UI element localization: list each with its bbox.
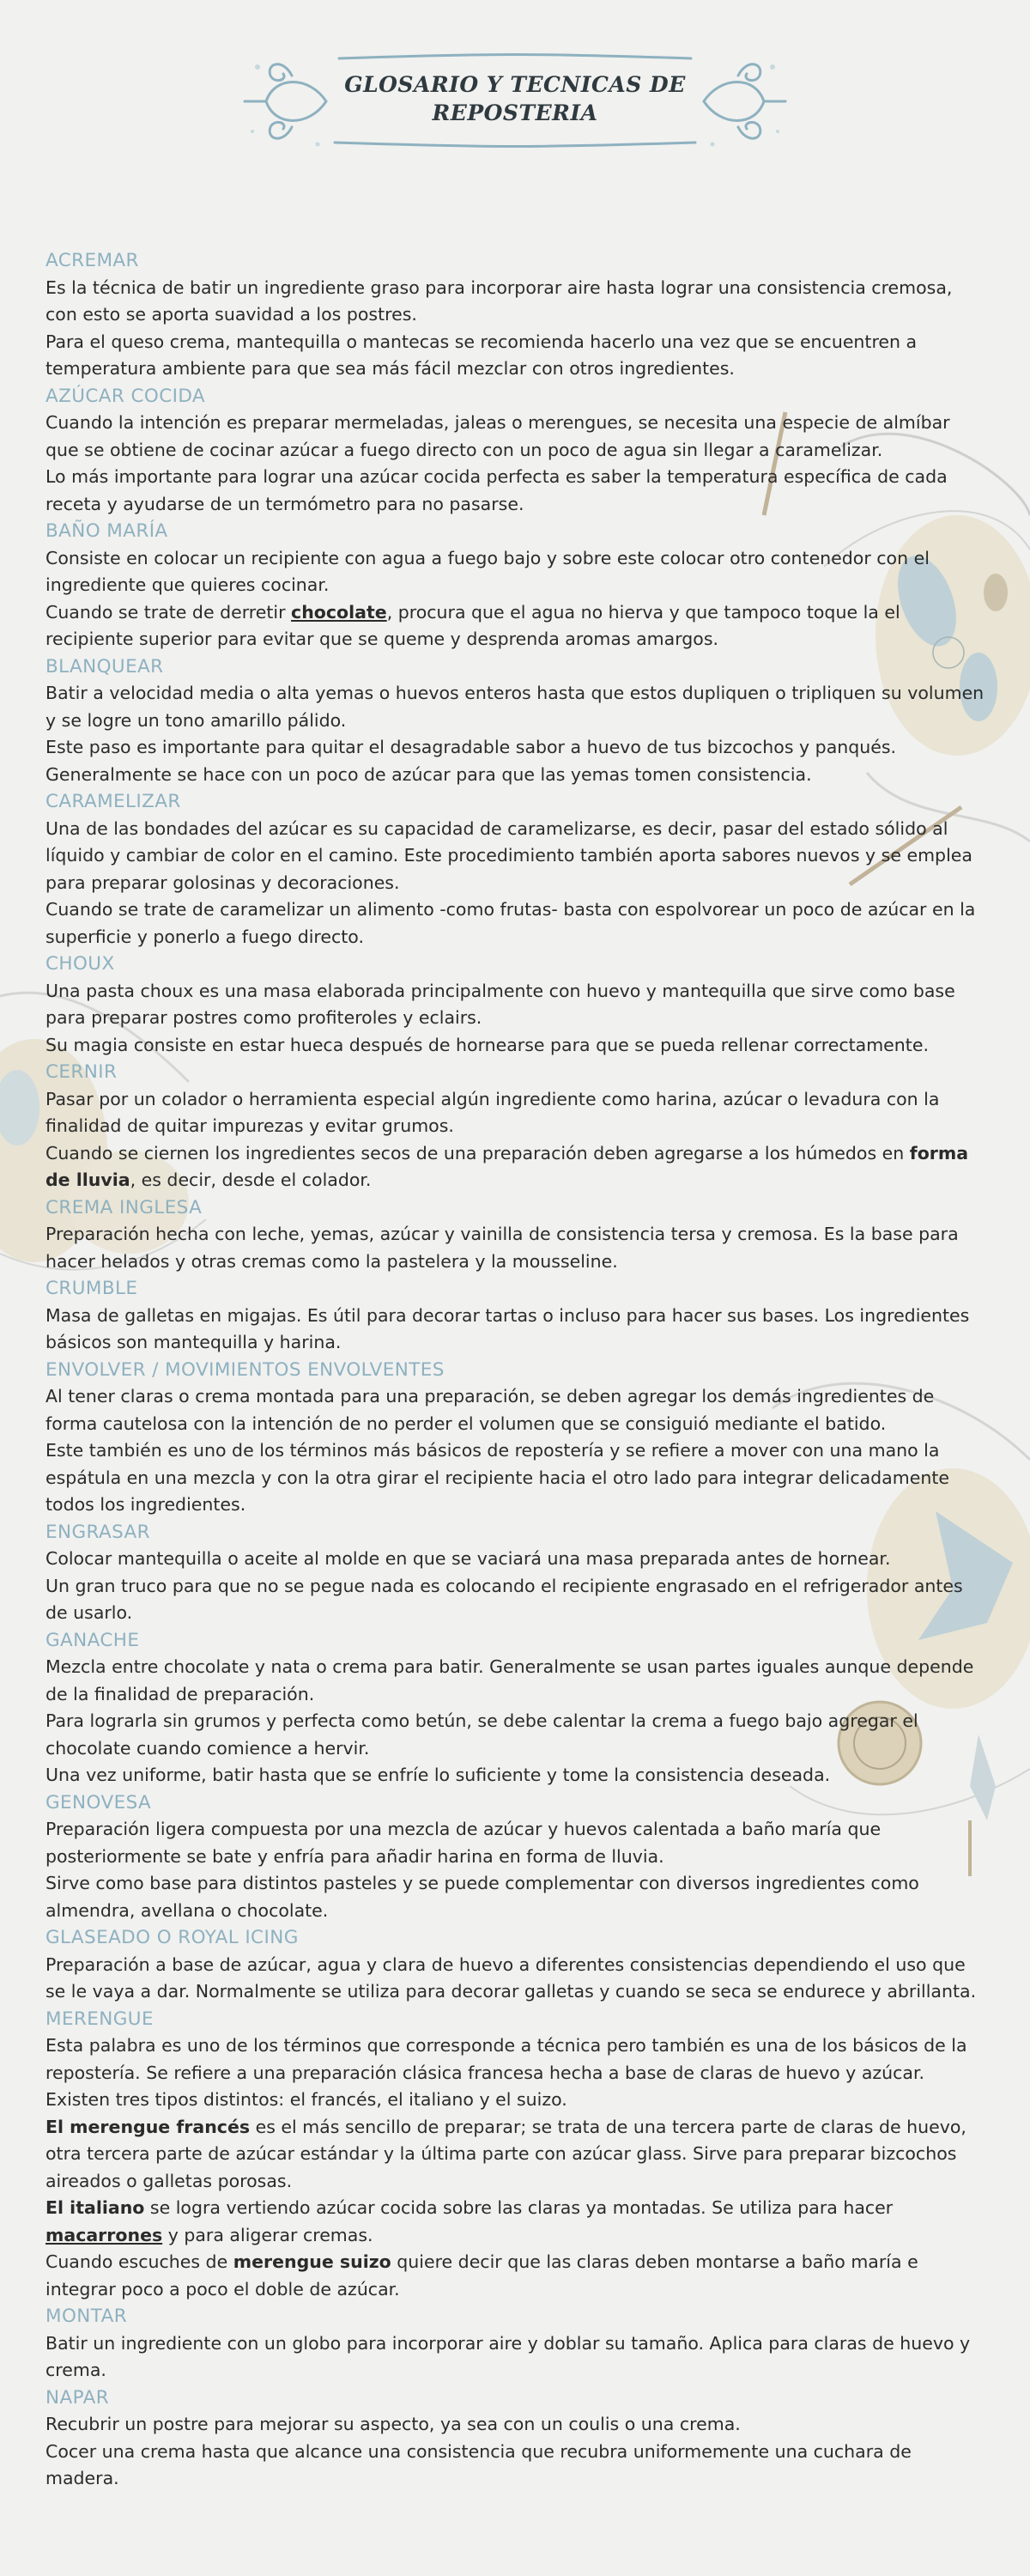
page-title bbox=[335, 70, 695, 127]
text-run: Es la técnica de batir un ingrediente graso para incorporar aire hasta lograr una consistencia cremosa, con esto se aporta suavidad a los postres. bbox=[45, 276, 953, 325]
title-line-1: GLOSARIO Y TECNICAS DE bbox=[344, 72, 686, 97]
glossary-entry bbox=[45, 1627, 985, 1789]
glossary-definition bbox=[45, 1140, 985, 1194]
glossary-definition bbox=[45, 410, 985, 464]
glossary-entry bbox=[45, 653, 985, 789]
glossary-definition bbox=[45, 2249, 985, 2303]
text-link[interactable]: macarrones bbox=[45, 2224, 163, 2245]
glossary-entry bbox=[45, 788, 985, 951]
glossary-entry bbox=[45, 1789, 985, 1925]
text-run: Cuando la intención es preparar mermeladas, jaleas o merengues, se necesita una especie de almíbar que se obtiene de cocinar azúcar a fuego directo con un poco de agua sin llegar a caramelizar. bbox=[45, 412, 950, 460]
glossary-definition bbox=[45, 1086, 985, 1140]
text-run: Esta palabra es uno de los términos que corresponde a técnica pero también es una de los básicos de la repostería. Se refiere a una preparación clásica francesa hecha a base de claras de huevo y azúcar. Existen tres tipos distintos: el francés, el italiano y el suizo. bbox=[45, 2035, 967, 2110]
glossary-definition bbox=[45, 599, 985, 653]
text-run: Su magia consiste en estar hueca después de hornearse para que se pueda rellenar correctamente. bbox=[45, 1034, 929, 1055]
glossary-entry bbox=[45, 1357, 985, 1519]
glossary-definition bbox=[45, 816, 985, 897]
glossary-definition bbox=[45, 1221, 985, 1275]
bold-text: merengue suizo bbox=[233, 2251, 391, 2272]
glossary-term: CREMA INGLESA bbox=[45, 1196, 203, 1218]
glossary-definition bbox=[45, 734, 985, 788]
text-run: Cuando se trate de caramelizar un alimento -como frutas- basta con espolvorear un poco de azúcar en la superficie y ponerlo a fuego directo. bbox=[45, 899, 976, 947]
glossary-definition bbox=[45, 2330, 985, 2385]
text-run: Colocar mantequilla o aceite al molde en que se vaciará una masa preparada antes de hornear. bbox=[45, 1548, 891, 1569]
glossary-entry bbox=[45, 1924, 985, 2006]
text-run: Una pasta choux es una masa elaborada principalmente con huevo y mantequilla que sirve como base para preparar postres como profiteroles y eclairs. bbox=[45, 980, 955, 1028]
text-run: Preparación hecha con leche, yemas, azúcar y vainilla de consistencia tersa y cremosa. Es la base para hacer helados y otras cremas como la pastelera y la mousseline. bbox=[45, 1224, 959, 1272]
glossary-term: CERNIR bbox=[45, 1061, 118, 1083]
glossary-definition bbox=[45, 1032, 985, 1060]
text-run: Una de las bondades del azúcar es su capacidad de caramelizarse, es decir, pasar del estado sólido al líquido y cambiar de color en el camino. Este procedimiento también aporta sabores nuevos y se emplea para preparar golosinas y decoraciones. bbox=[45, 817, 972, 893]
glossary-term: ACREMAR bbox=[45, 250, 139, 271]
text-run: Para el queso crema, mantequilla o mantecas se recomienda hacerlo una vez que se encuentren a temperatura ambiente para que sea más fácil mezclar con otros ingredientes. bbox=[45, 331, 918, 379]
glossary-term: BLANQUEAR bbox=[45, 655, 164, 677]
title-line-2: REPOSTERIA bbox=[432, 100, 598, 125]
text-run: , procura que el agua no hierva y que tampoco toque la el recipiente superior para evitar que se queme y desprenda aromas amargos. bbox=[45, 601, 900, 649]
page-header bbox=[240, 41, 790, 161]
glossary-definition bbox=[45, 1816, 985, 1870]
glossary-definition bbox=[45, 978, 985, 1032]
glossary-definition bbox=[45, 1654, 985, 1708]
glossary-entry bbox=[45, 1275, 985, 1357]
glossary-definition bbox=[45, 896, 985, 951]
text-run: Cuando escuches de bbox=[45, 2251, 233, 2272]
glossary-definition bbox=[45, 1383, 985, 1437]
text-run: Para lograrla sin grumos y perfecta como betún, se debe calentar la crema a fuego bajo agregar el chocolate cuando comience a hervir. bbox=[45, 1710, 918, 1759]
glossary-entry bbox=[45, 383, 985, 519]
glossary-entry bbox=[45, 1519, 985, 1627]
text-run: , es decir, desde el colador. bbox=[130, 1170, 372, 1190]
glossary-definition bbox=[45, 275, 985, 329]
text-run: Sirve como base para distintos pasteles y se puede complementar con diversos ingredientes como almendra, avellana o chocolate. bbox=[45, 1873, 919, 1921]
glossary-term: GANACHE bbox=[45, 1629, 140, 1651]
glossary-term: GLASEADO O ROYAL ICING bbox=[45, 1927, 299, 1948]
glossary-term: MONTAR bbox=[45, 2306, 128, 2327]
glossary-definition bbox=[45, 545, 985, 599]
text-run: Una vez uniforme, batir hasta que se enfríe lo suficiente y tome la consistencia deseada. bbox=[45, 1765, 831, 1785]
glossary-definition bbox=[45, 1437, 985, 1519]
glossary-definition bbox=[45, 464, 985, 518]
glossary-term: AZÚCAR COCIDA bbox=[45, 385, 206, 407]
text-run: Batir a velocidad media o alta yemas o huevos enteros hasta que estos dupliquen o tripliquen su volumen y se logre un tono amarillo pálido. bbox=[45, 683, 985, 731]
text-run: Mezcla entre chocolate y nata o crema para batir. Generalmente se usan partes iguales aunque depende de la finalidad de preparación. bbox=[45, 1656, 974, 1704]
text-run: se logra vertiendo azúcar cocida sobre las claras ya montadas. Se utiliza para hacer bbox=[144, 2197, 894, 2218]
text-run: Pasar por un colador o herramienta especial algún ingrediente como harina, azúcar o levadura con la finalidad de quitar impurezas y evitar grumos. bbox=[45, 1088, 940, 1136]
text-run: Cuando se ciernen los ingredientes secos de una preparación deben agregarse a los húmedos en bbox=[45, 1142, 910, 1163]
glossary-definition bbox=[45, 2411, 985, 2439]
glossary-term: MERENGUE bbox=[45, 2008, 154, 2030]
glossary-definition bbox=[45, 1762, 985, 1789]
glossary-term: CARAMELIZAR bbox=[45, 791, 181, 812]
glossary-definition bbox=[45, 2439, 985, 2493]
text-run: Preparación ligera compuesta por una mezcla de azúcar y huevos calentada a baño maría que posteriormente se bate y enfría para añadir harina en forma de lluvia. bbox=[45, 1819, 882, 1867]
glossary-definition bbox=[45, 329, 985, 383]
glossary-definition bbox=[45, 680, 985, 734]
glossary-entry bbox=[45, 951, 985, 1059]
glossary-entry bbox=[45, 2385, 985, 2493]
glossary-definition bbox=[45, 1708, 985, 1762]
glossary-definition bbox=[45, 2195, 985, 2249]
glossary-list bbox=[45, 247, 985, 2493]
glossary-term: NAPAR bbox=[45, 2386, 110, 2409]
text-run: Batir un ingrediente con un globo para incorporar aire y doblar su tamaño. Aplica para claras de huevo y crema. bbox=[45, 2332, 971, 2380]
text-run: Al tener claras o crema montada para una preparación, se deben agregar los demás ingredientes de forma cautelosa con la intención de no perder el volumen que se consiguió mediante el batido. bbox=[45, 1386, 935, 1434]
text-run: y para aligerar cremas. bbox=[162, 2224, 373, 2245]
glossary-term: CHOUX bbox=[45, 953, 115, 975]
text-run: Cocer una crema hasta que alcance una consistencia que recubra uniformemente una cuchara de madera. bbox=[45, 2440, 912, 2488]
glossary-definition bbox=[45, 1303, 985, 1357]
glossary-definition bbox=[45, 1546, 985, 1573]
text-run: Recubrir un postre para mejorar su aspecto, ya sea con un coulis o una crema. bbox=[45, 2414, 741, 2434]
glossary-entry bbox=[45, 518, 985, 653]
text-run: Un gran truco para que no se pegue nada es colocando el recipiente engrasado en el refrigerador antes de usarlo. bbox=[45, 1575, 963, 1623]
glossary-term: GENOVESA bbox=[45, 1791, 152, 1814]
glossary-definition bbox=[45, 2114, 985, 2196]
text-run: Preparación a base de azúcar, agua y clara de huevo a diferentes consistencias dependiendo el uso que se le vaya a dar. Normalmente se utiliza para decorar galletas y cuando se seca se endurece y abrillanta. bbox=[45, 1953, 977, 2002]
glossary-term: ENGRASAR bbox=[45, 1521, 150, 1543]
text-run: Consiste en colocar un recipiente con agua a fuego bajo y sobre este colocar otro contenedor con el ingrediente que quieres cocinar. bbox=[45, 547, 930, 595]
text-run: es el más sencillo de preparar; se trata de una tercera parte de claras de huevo, otra tercera parte de azúcar estándar y la última parte con azúcar glass. Sirve para preparar bizcochos aireados o galletas porosas. bbox=[45, 2116, 966, 2191]
bold-text: El merengue francés bbox=[45, 2116, 251, 2137]
glossary-entry bbox=[45, 2303, 985, 2385]
text-run: Masa de galletas en migajas. Es útil para decorar tartas o incluso para hacer sus bases. Los ingredientes básicos son mantequilla y harina. bbox=[45, 1304, 970, 1352]
glossary-entry bbox=[45, 2006, 985, 2304]
glossary-term: CRUMBLE bbox=[45, 1278, 138, 1299]
text-run: Este paso es importante para quitar el desagradable sabor a huevo de tus bizcochos y panqués. Generalmente se hace con un poco de azúcar para que las yemas tomen consistencia. bbox=[45, 737, 897, 785]
glossary-term: BAÑO MARÍA bbox=[45, 520, 168, 542]
bold-text: forma de lluvia bbox=[45, 1142, 969, 1190]
glossary-definition bbox=[45, 1870, 985, 1924]
text-run: Este también es uno de los términos más básicos de repostería y se refiere a mover con una mano la espátula en una mezcla y con la otra girar el recipiente hacia el otro lado para integrar delicadamente todos los ingredientes. bbox=[45, 1440, 949, 1515]
glossary-definition bbox=[45, 1573, 985, 1627]
text-run: Lo más importante para lograr una azúcar cocida perfecta es saber la temperatura específica de cada receta y ayudarse de un termómetro para no pasarse. bbox=[45, 466, 948, 514]
glossary-entry bbox=[45, 1194, 985, 1276]
glossary-entry bbox=[45, 1059, 985, 1194]
text-run: quiere decir que las claras deben montarse a baño maría e integrar poco a poco el doble de azúcar. bbox=[45, 2251, 918, 2300]
glossary-entry bbox=[45, 247, 985, 383]
glossary-definition bbox=[45, 1952, 985, 2006]
glossary-definition bbox=[45, 2032, 985, 2114]
text-link[interactable]: chocolate bbox=[291, 601, 387, 623]
bold-text: El italiano bbox=[45, 2197, 145, 2218]
text-run: Cuando se trate de derretir bbox=[45, 601, 292, 623]
glossary-term: ENVOLVER / MOVIMIENTOS ENVOLVENTES bbox=[45, 1358, 445, 1381]
